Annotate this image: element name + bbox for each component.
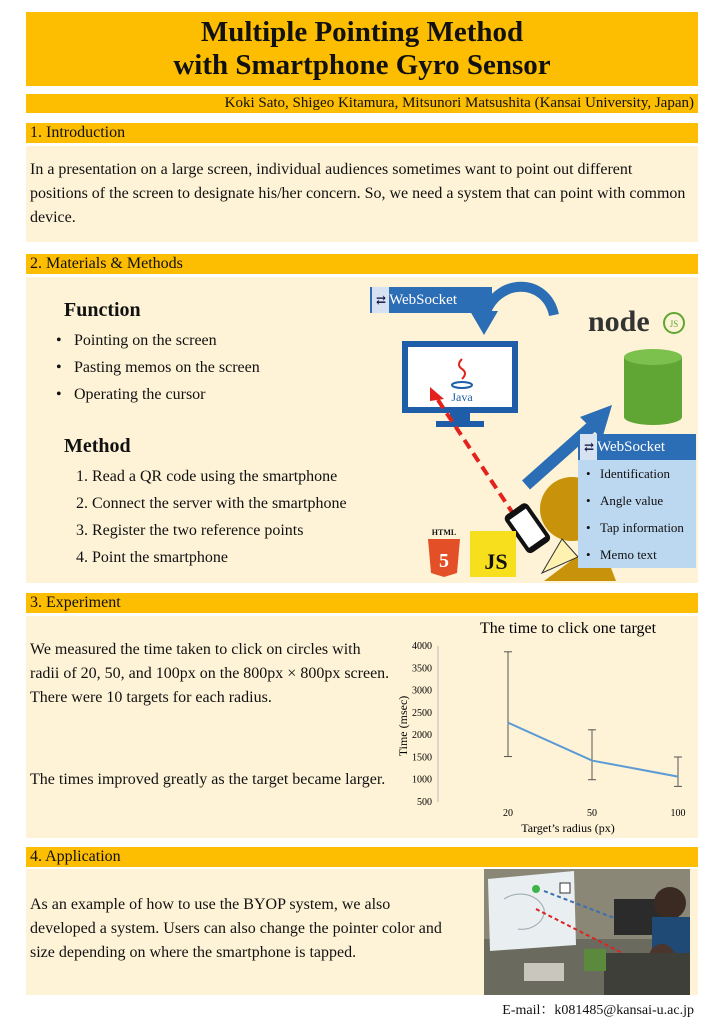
x-tick-label: 20 [503, 808, 513, 819]
experiment-panel [26, 616, 698, 838]
websocket-data-item: • Angle value [586, 487, 696, 514]
function-heading: Function [64, 299, 141, 321]
section-heading-application: 4. Application [26, 847, 698, 867]
x-tick-labels [503, 808, 686, 819]
application-text: As an example of how to use the BYOP system, we also developed a system. Users can also change the pointer color and size depending on where the smartphone is tapped. [30, 896, 442, 961]
y-tick-label: 2000 [412, 730, 432, 742]
websocket-badge-top: ⇄ WebSocket [370, 287, 492, 313]
method-step: 2. Connect the server with the smartphone [92, 490, 347, 517]
function-item: • Pointing on the screen [56, 327, 260, 354]
websocket-data-item: • Tap information [586, 514, 696, 541]
methods-panel [26, 277, 698, 583]
y-tick-label: 1500 [412, 752, 432, 764]
websocket-return-arrowhead [470, 311, 498, 335]
series-line [508, 723, 678, 777]
database-icon [624, 349, 682, 425]
java-label: Java [451, 390, 473, 404]
x-tick-label: 50 [587, 808, 597, 819]
section-heading-introduction: 1. Introduction [26, 123, 698, 143]
error-bars [504, 652, 682, 787]
method-step: 3. Register the two reference points [92, 517, 347, 544]
contact-email: E-mail：k081485@kansai-u.ac.jp [502, 1003, 694, 1018]
function-item: • Operating the cursor [56, 381, 260, 408]
method-steps [56, 463, 347, 571]
svg-text:5: 5 [439, 550, 449, 572]
authors-bar [26, 94, 698, 113]
y-tick-label: 3000 [412, 685, 432, 697]
websocket-data-list [578, 460, 696, 568]
websocket-badge-side: ⇄ WebSocket [578, 434, 696, 460]
y-tick-label: 500 [417, 797, 432, 808]
svg-text:JS: JS [484, 549, 508, 574]
svg-text:HTML: HTML [431, 528, 457, 537]
authors-text: Koki Sato, Shigeo Kitamura, Mitsunori Matsushita (Kansai University, Japan) [224, 95, 694, 111]
application-photo [484, 869, 690, 995]
function-item: • Pasting memos on the screen [56, 354, 260, 381]
section-heading-experiment: 3. Experiment [26, 593, 698, 613]
chart-title: The time to click one target [479, 620, 657, 637]
html5-icon [428, 528, 460, 577]
y-axis-label: Time (msec) [396, 695, 410, 757]
person-photo [654, 887, 686, 919]
svg-text:JS: JS [669, 319, 679, 329]
x-tick-label: 100 [670, 808, 686, 819]
title-line-2: with Smartphone Gyro Sensor [173, 49, 551, 81]
y-tick-labels [412, 641, 432, 808]
websocket-data-item: • Identification [586, 460, 696, 487]
websocket-icon: ⇄ [372, 287, 389, 313]
x-axis-label: Target’s radius (px) [521, 821, 615, 835]
title-banner [26, 12, 698, 86]
title-line-1: Multiple Pointing Method [200, 16, 524, 48]
y-tick-label: 1000 [412, 774, 432, 786]
experiment-text-2: The times improved greatly as the target became larger. [30, 771, 386, 788]
y-tick-label: 3500 [412, 663, 432, 675]
node-logo: node [588, 305, 650, 338]
pointer-dot-green [532, 885, 540, 893]
introduction-panel [26, 146, 698, 242]
method-heading: Method [64, 435, 131, 457]
time-chart [390, 616, 698, 838]
experiment-text-1: We measured the time taken to click on circles with radii of 20, 50, and 100px on the 800px × 800px screen. There were 10 targets for each radius. [30, 641, 390, 706]
introduction-text: In a presentation on a large screen, individual audiences sometimes want to point out different positions of the screen to designate his/her concern. So, we need a system that can point with common device. [30, 161, 686, 226]
y-tick-label: 2500 [412, 707, 432, 719]
websocket-data-item: • Memo text [586, 541, 696, 568]
method-step: 1. Read a QR code using the smartphone [92, 463, 347, 490]
method-step: 4. Point the smartphone [92, 544, 347, 571]
y-tick-label: 4000 [412, 641, 432, 652]
websocket-icon: ⇄ [580, 434, 597, 460]
function-list [56, 327, 260, 408]
section-heading-methods: 2. Materials & Methods [26, 254, 698, 274]
pointer-ray [436, 397, 514, 515]
